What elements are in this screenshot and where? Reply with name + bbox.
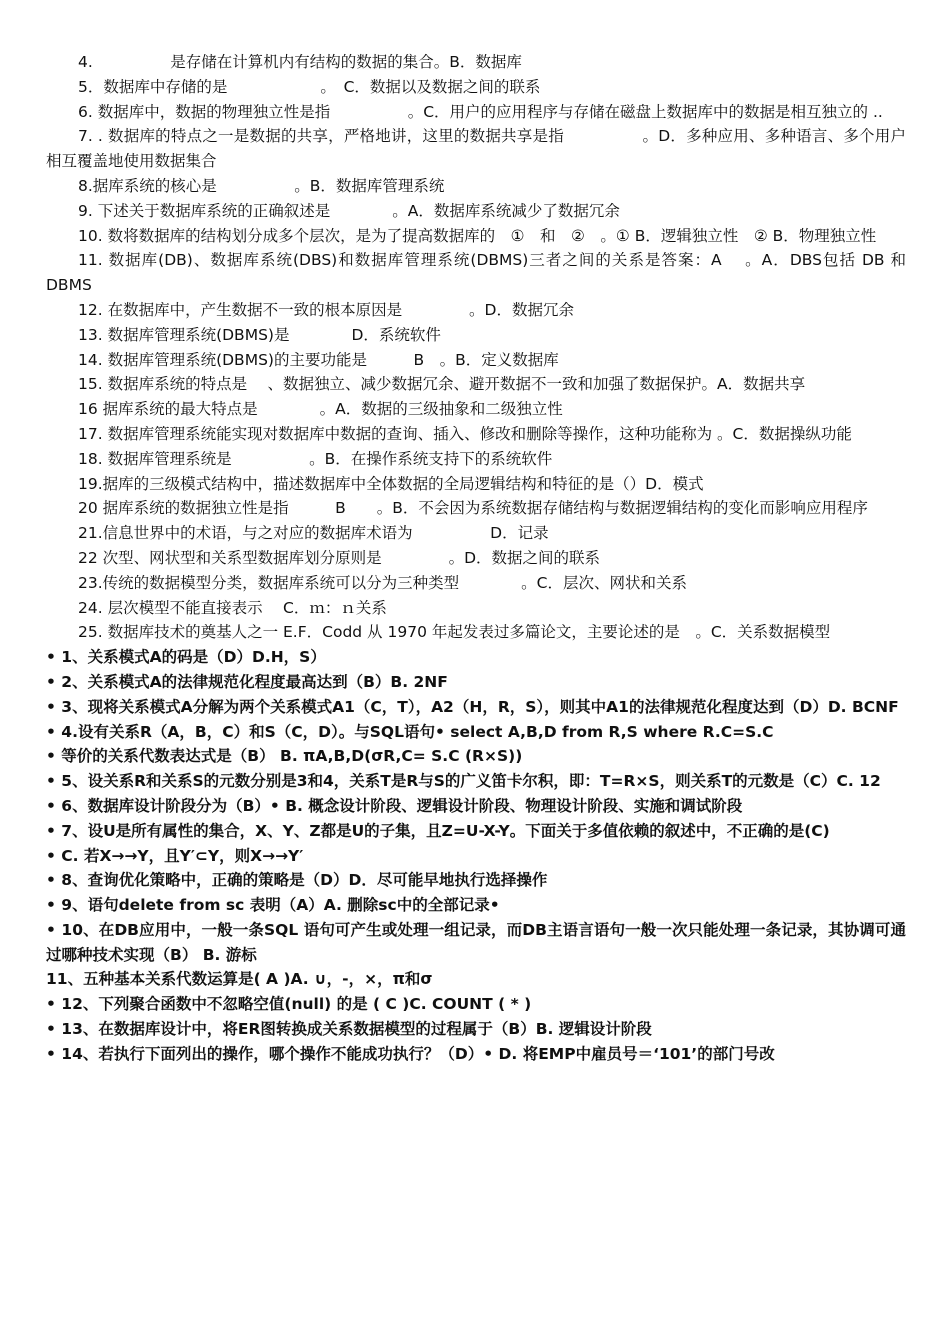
bold-question-item: • 6、数据库设计阶段分为（B）• B. 概念设计阶段、逻辑设计阶段、物理设计阶段、实施和调试阶段 bbox=[46, 796, 743, 815]
question-paragraph: 15. 数据库系统的特点是 、数据独立、减少数据冗余、避开数据不一致和加强了数据保护。A．数据共享 bbox=[78, 375, 806, 394]
bold-question-item: • 12、下列聚合函数中不忽略空值(null) 的是 ( C )C. COUNT ( * ) bbox=[46, 995, 532, 1014]
bold-question-item: • 5、设关系R和关系S的元数分别是3和4，关系T是R与S的广义笛卡尔积，即：T=R×S，则关系T的元数是（C）C. 12 bbox=[46, 772, 881, 791]
bold-question-item: • 10、在DB应用中，一般一条SQL 语句可产生或处理一组记录，而DB主语言语句一般一次只能处理一条记录，其协调可通过哪种技术实现（B） B. 游标 bbox=[46, 920, 906, 964]
bold-question-item: • 7、设U是所有属性的集合，X、Y、Z都是U的子集，且Z=U-X-Y。下面关于多值依赖的叙述中，不正确的是(C) bbox=[46, 821, 830, 840]
bold-question-item: • 13、在数据库设计中，将ER图转换成关系数据模型的过程属于（B）B. 逻辑设计阶段 bbox=[46, 1020, 652, 1039]
question-paragraph: 17. 数据库管理系统能实现对数据库中数据的查询、插入、修改和删除等操作，这种功能称为 。C．数据操纵功能 bbox=[78, 424, 852, 443]
question-paragraph: 11. 数据库(DB)、数据库系统(DBS)和数据库管理系统(DBMS)三者之间的关系是答案：A 。A．DBS包括 DB 和 DBMS bbox=[46, 251, 911, 295]
bold-question-item: 11、五种基本关系代数运算是( A )A. ∪，-，×，π和σ bbox=[46, 970, 433, 989]
question-paragraph: 20 据库系统的数据独立性是指 B 。B．不会因为系统数据存储结构与数据逻辑结构的变化而影响应用程序 bbox=[78, 499, 868, 518]
question-paragraph: 25. 数据库技术的奠基人之一 E.F．Codd 从 1970 年起发表过多篇论文，主要论述的是 。C．关系数据模型 bbox=[78, 623, 831, 642]
bold-question-item: • 4.设有关系R（A，B，C）和S（C，D）。与SQL语句• select A,B,D from R,S where R.C=S.C bbox=[46, 722, 774, 741]
bold-question-item: • 8、查询优化策略中，正确的策略是（D）D．尽可能早地执行选择操作 bbox=[46, 871, 548, 890]
question-paragraph: 23.传统的数据模型分类，数据库系统可以分为三种类型 。C．层次、网状和关系 bbox=[78, 573, 687, 592]
question-paragraph: 18. 数据库管理系统是 。B．在操作系统支持下的系统软件 bbox=[78, 449, 553, 468]
question-paragraph: 13. 数据库管理系统(DBMS)是 D．系统软件 bbox=[78, 325, 441, 344]
question-paragraph: 22 次型、网状型和关系型数据库划分原则是 。D．数据之间的联系 bbox=[78, 548, 601, 567]
question-paragraph: 24. 层次模型不能直接表示 C．ｍ：ｎ关系 bbox=[78, 598, 387, 617]
question-paragraph: 4. 是存储在计算机内有结构的数据的集合。B．数据库 bbox=[78, 53, 522, 71]
question-paragraph: 5．数据库中存储的是 。 C．数据以及数据之间的联系 bbox=[78, 77, 541, 96]
bold-question-item: • C. 若X→→Y，且Y′⊂Y，则X→→Y′ bbox=[46, 846, 304, 865]
question-paragraph: 9. 下述关于数据库系统的正确叙述是 。A．数据库系统减少了数据冗余 bbox=[78, 201, 620, 220]
question-paragraph: 19.据库的三级模式结构中，描述数据库中全体数据的全局逻辑结构和特征的是（）D．模式 bbox=[78, 474, 704, 493]
bold-question-item: • 3、现将关系模式A分解为两个关系模式A1（C，T），A2（H，R，S），则其中A1的法律规范化程度达到（D）D. BCNF bbox=[46, 697, 899, 716]
bold-question-item: • 9、语句delete from sc 表明（A）A. 删除sc中的全部记录• bbox=[46, 896, 500, 915]
question-paragraph: 16 据库系统的最大特点是 。A．数据的三级抽象和二级独立性 bbox=[78, 400, 563, 419]
document-page bbox=[46, 50, 911, 1067]
question-paragraph: 6. 数据库中，数据的物理独立性是指 。C．用户的应用程序与存储在磁盘上数据库中的数据是相互独立的 .. bbox=[78, 102, 883, 121]
question-paragraph: 14. 数据库管理系统(DBMS)的主要功能是 B 。B．定义数据库 bbox=[78, 350, 559, 369]
question-paragraph: 8.据库系统的核心是 。B．数据库管理系统 bbox=[78, 176, 445, 195]
bold-question-item: • 等价的关系代数表达式是（B） B. πA,B,D(σR,C= S.C (R×S)) bbox=[46, 747, 523, 766]
question-paragraph: 10. 数将数据库的结构划分成多个层次，是为了提高数据库的 ① 和 ② 。① B．逻辑独立性 ② B．物理独立性 bbox=[78, 226, 877, 245]
question-paragraph: 7. . 数据库的特点之一是数据的共享，严格地讲，这里的数据共享是指 。D．多种应用、多种语言、多个用户相互覆盖地使用数据集合 bbox=[46, 127, 906, 171]
bold-question-item: • 14、若执行下面列出的操作，哪个操作不能成功执行？（D）• D. 将EMP中雇员号＝‘101’的部门号改 bbox=[46, 1044, 775, 1063]
bold-question-item: • 2、关系模式A的法律规范化程度最高达到（B）B. 2NF bbox=[46, 672, 448, 691]
question-paragraph: 21.信息世界中的术语，与之对应的数据库术语为 D．记录 bbox=[78, 524, 549, 543]
question-paragraph: 12. 在数据库中，产生数据不一致的根本原因是 。D．数据冗余 bbox=[78, 300, 574, 319]
bold-question-item: • 1、关系模式A的码是（D）D.H，S） bbox=[46, 648, 326, 667]
